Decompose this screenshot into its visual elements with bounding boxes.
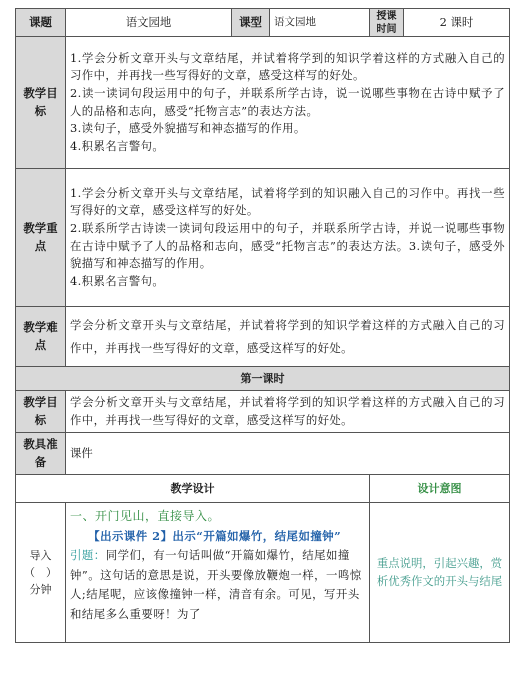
guide-text: 同学们，有一句话叫做“开篇如爆竹，结尾如撞钟”。这句话的意思是说，开头要像放鞭炮一样，一鸣惊人;结尾呢，应该像撞钟一样，清音有余。可见，写开头和结尾多么重要呀！为了 xyxy=(70,548,362,621)
guide-paragraph xyxy=(70,546,365,624)
goals-item: 1.学会分析文章开头与文章结尾，并试着将学到的知识学着这样的方式融入自己的习作中，并再找一些写得好的文章，感受这样写的好处。 xyxy=(70,50,505,83)
header-row xyxy=(16,9,510,37)
design-body-row xyxy=(16,503,510,643)
keypoints-label: 教学重点 xyxy=(16,169,66,307)
prep-label: 教具准备 xyxy=(16,433,66,475)
stage-label xyxy=(16,503,66,643)
first-lesson-row xyxy=(16,367,510,391)
goals-content xyxy=(66,37,510,169)
prep-row xyxy=(16,433,510,475)
lesson-goal-text: 学会分析文章开头与文章结尾，并试着将学到的知识学着这样的方式融入自己的习作中，并再找一些写得好的文章，感受这样写的好处。 xyxy=(66,391,510,433)
lesson-goal-row xyxy=(16,391,510,433)
keypoints-row xyxy=(16,169,510,307)
difficulty-label: 教学难点 xyxy=(16,307,66,367)
type-label: 课型 xyxy=(232,9,270,37)
courseware-tag: 【出示课件 2】 xyxy=(88,528,173,543)
keypoints-content xyxy=(66,169,510,307)
intent-text: 重点说明，引起兴趣，赏析优秀作文的开头与结尾 xyxy=(370,503,510,643)
goals-item: 4.积累名言警句。 xyxy=(70,138,165,153)
topic-label: 课题 xyxy=(16,9,66,37)
section-title: 一、开门见山，直接导入。 xyxy=(70,509,221,523)
keypoints-item: 1.学会分析文章开头与文章结尾，试着将学到的知识融入自己的习作中。再找一些写得好的文章，感受这样写的好处。 xyxy=(70,185,505,218)
design-col-header: 教学设计 xyxy=(16,475,370,503)
courseware-line xyxy=(70,527,365,547)
hours-value: 2 课时 xyxy=(404,9,510,37)
stage-label-text: 导入 xyxy=(29,549,52,562)
difficulty-text: 学会分析文章开头与文章结尾，并试着将学到的知识学着这样的方式融入自己的习作中，并再找一些写得好的文章，感受这样写的好处。 xyxy=(66,307,510,367)
guide-label: 引题： xyxy=(70,548,106,563)
difficulty-row xyxy=(16,307,510,367)
stage-label-unit: 分钟 xyxy=(29,583,52,596)
prep-text: 课件 xyxy=(66,433,510,475)
show-text: 出示“开篇如爆竹，结尾如撞钟” xyxy=(172,528,342,543)
lesson-goal-label: 教学目标 xyxy=(16,391,66,433)
lesson-plan-table xyxy=(15,8,510,643)
keypoints-item: 2.联系所学古诗读一读词句段运用中的句子，并联系所学古诗，并说一说哪些事物在古诗中赋予了人的品格和志向，感受“托物言志”的表达方法。3.读句子，感受外貌描写和神态描写的作用。 xyxy=(70,220,505,271)
stage-label-minutes-box: （ ） xyxy=(24,566,57,579)
goals-item: 3.读句子，感受外貌描写和神态描写的作用。 xyxy=(70,121,306,136)
first-lesson-title: 第一课时 xyxy=(16,367,510,391)
type-value: 语文园地 xyxy=(270,9,370,37)
intent-col-header: 设计意图 xyxy=(370,475,510,503)
goals-label: 教学目标 xyxy=(16,37,66,169)
keypoints-item: 4.积累名言警句。 xyxy=(70,273,165,288)
goals-item: 2.读一读词句段运用中的句子，并联系所学古诗，说一说哪些事物在古诗中赋予了人的品格和志向，感受“托物言志”的表达方法。 xyxy=(70,85,505,118)
topic-value: 语文园地 xyxy=(66,9,232,37)
design-content xyxy=(66,503,370,643)
hours-label: 授课时间 xyxy=(370,9,404,37)
goals-row xyxy=(16,37,510,169)
design-header-row xyxy=(16,475,510,503)
